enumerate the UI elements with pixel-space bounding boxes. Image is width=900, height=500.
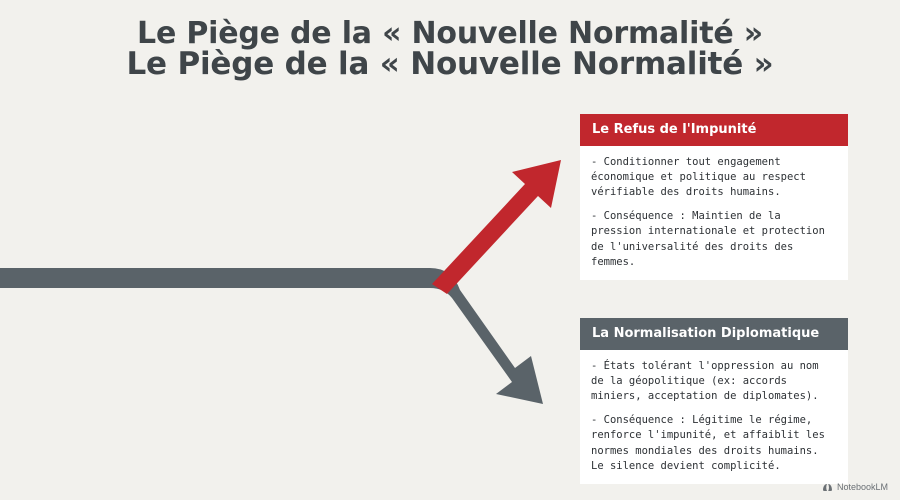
red-branch-arrow [432,160,561,294]
card-normalisation-diplomatique-point-2: - Conséquence : Légitime le régime, renforce l'impunité, et affaiblit les normes mondiales des droits humains. Le silence devient complicité. [591,414,825,472]
gray-branch-arrow [0,268,543,404]
watermark [822,482,888,492]
card-refus-impunite-body [580,146,848,281]
card-normalisation-diplomatique-body [580,350,848,485]
watermark-label: NotebookLM [836,482,888,492]
card-refus-impunite[interactable] [580,114,848,280]
card-normalisation-diplomatique[interactable] [580,318,848,484]
notebooklm-icon [822,483,833,492]
card-refus-impunite-point-2: - Conséquence : Maintien de la pression internationale et protection de l'universalité des droits des femmes. [591,210,825,268]
card-refus-impunite-point-1: - Conditionner tout engagement économique et politique au respect vérifiable des droits humains. [591,155,806,199]
card-normalisation-diplomatique-header: La Normalisation Diplomatique [580,318,848,350]
page-title-line-2: Le Piège de la « Nouvelle Normalité » [126,45,774,82]
card-normalisation-diplomatique-point-1: - États tolérant l'oppression au nom de la géopolitique (ex: accords miniers, acceptation de diplomates). [591,359,819,403]
card-refus-impunite-header: Le Refus de l'Impunité [580,114,848,146]
page-title-line-1: Le Piège de la « Nouvelle Normalité » [137,16,763,51]
